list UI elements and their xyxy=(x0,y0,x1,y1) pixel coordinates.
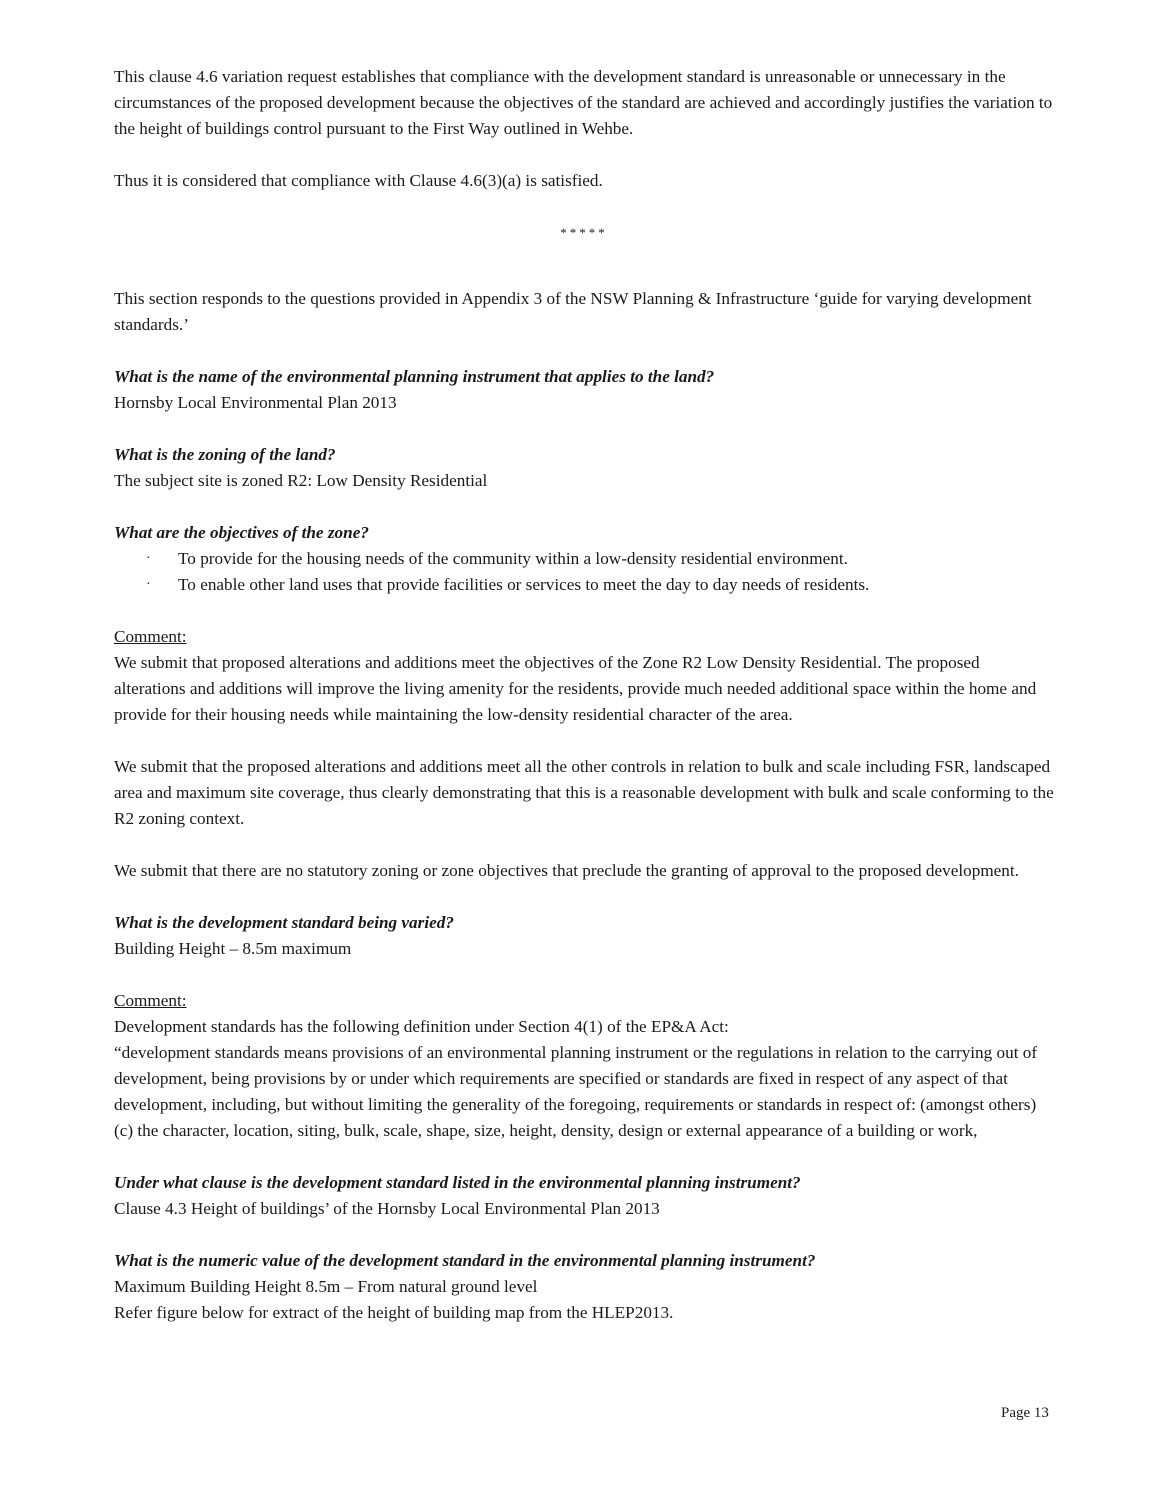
section-separator: ***** xyxy=(560,225,608,240)
list-item xyxy=(114,546,1054,572)
list-item-text: To provide for the housing needs of the community within a low-density residential environment. xyxy=(178,549,848,568)
objectives-list xyxy=(114,546,1054,598)
question-block-zoning xyxy=(114,442,1054,494)
answer-text: Maximum Building Height 8.5m – From natural ground level xyxy=(114,1277,538,1296)
question-heading: Under what clause is the development standard listed in the environmental planning instrument? xyxy=(114,1173,801,1192)
compliance-statement: Thus it is considered that compliance with Clause 4.6(3)(a) is satisfied. xyxy=(114,171,603,190)
question-heading: What is the zoning of the land? xyxy=(114,445,336,464)
question-block-instrument xyxy=(114,364,1054,416)
comment-paragraph: We submit that proposed alterations and additions meet the objectives of the Zone R2 Low Density Residential. The proposed alterations and additions will improve the living amenity for the residents, provide much needed additional space within the home and provide for their housing needs while maintaining the low-density residential character of the area. xyxy=(114,653,1037,724)
document-body xyxy=(114,64,1054,1326)
question-block-clause xyxy=(114,1170,1054,1222)
question-block-standard xyxy=(114,910,1054,1144)
answer-text: Clause 4.3 Height of buildings’ of the Hornsby Local Environmental Plan 2013 xyxy=(114,1199,660,1218)
answer-text: The subject site is zoned R2: Low Density Residential xyxy=(114,471,488,490)
answer-text: Refer figure below for extract of the height of building map from the HLEP2013. xyxy=(114,1303,674,1322)
answer-text: Hornsby Local Environmental Plan 2013 xyxy=(114,393,397,412)
definition-quote: “development standards means provisions of an environmental planning instrument or the regulations in relation to the carrying out of development, being provisions by or under which requirements are specified or standards are fixed in respect of any aspect of that development, including, but without limiting the generality of the foregoing, requirements or standards in respect of: (amongst others) (c) the character, location, siting, bulk, scale, shape, size, height, density, design or external appearance of a building or work, xyxy=(114,1043,1038,1140)
comment-paragraph: We submit that there are no statutory zoning or zone objectives that preclude the granting of approval to the proposed development. xyxy=(114,861,1019,880)
page-number: Page 13 xyxy=(1001,1405,1049,1421)
bullet-icon: · xyxy=(146,577,151,592)
comment-label: Comment: xyxy=(114,627,187,646)
section-intro: This section responds to the questions provided in Appendix 3 of the NSW Planning & Infrastructure ‘guide for varying development standards.’ xyxy=(114,289,1032,334)
intro-paragraph: This clause 4.6 variation request establishes that compliance with the development standard is unreasonable or unnecessary in the circumstances of the proposed development because the objectives of the standard are achieved and accordingly justifies the variation to the height of buildings control pursuant to the First Way outlined in Wehbe. xyxy=(114,67,1053,138)
question-heading: What is the development standard being varied? xyxy=(114,913,454,932)
question-block-numeric-value xyxy=(114,1248,1054,1326)
question-heading: What are the objectives of the zone? xyxy=(114,523,369,542)
question-heading: What is the name of the environmental planning instrument that applies to the land? xyxy=(114,367,715,386)
answer-text: Building Height – 8.5m maximum xyxy=(114,939,352,958)
list-item-text: To enable other land uses that provide facilities or services to meet the day to day needs of residents. xyxy=(178,575,870,594)
question-heading: What is the numeric value of the development standard in the environmental planning instrument? xyxy=(114,1251,816,1270)
list-item xyxy=(114,572,1054,598)
question-block-objectives xyxy=(114,520,1054,884)
comment-label: Comment: xyxy=(114,991,187,1010)
comment-line: Development standards has the following definition under Section 4(1) of the EP&A Act: xyxy=(114,1017,729,1036)
comment-paragraph: We submit that the proposed alterations and additions meet all the other controls in relation to bulk and scale including FSR, landscaped area and maximum site coverage, thus clearly demonstrating that this is a reasonable development with bulk and scale conforming to the R2 zoning context. xyxy=(114,757,1054,828)
bullet-icon: · xyxy=(146,551,151,566)
